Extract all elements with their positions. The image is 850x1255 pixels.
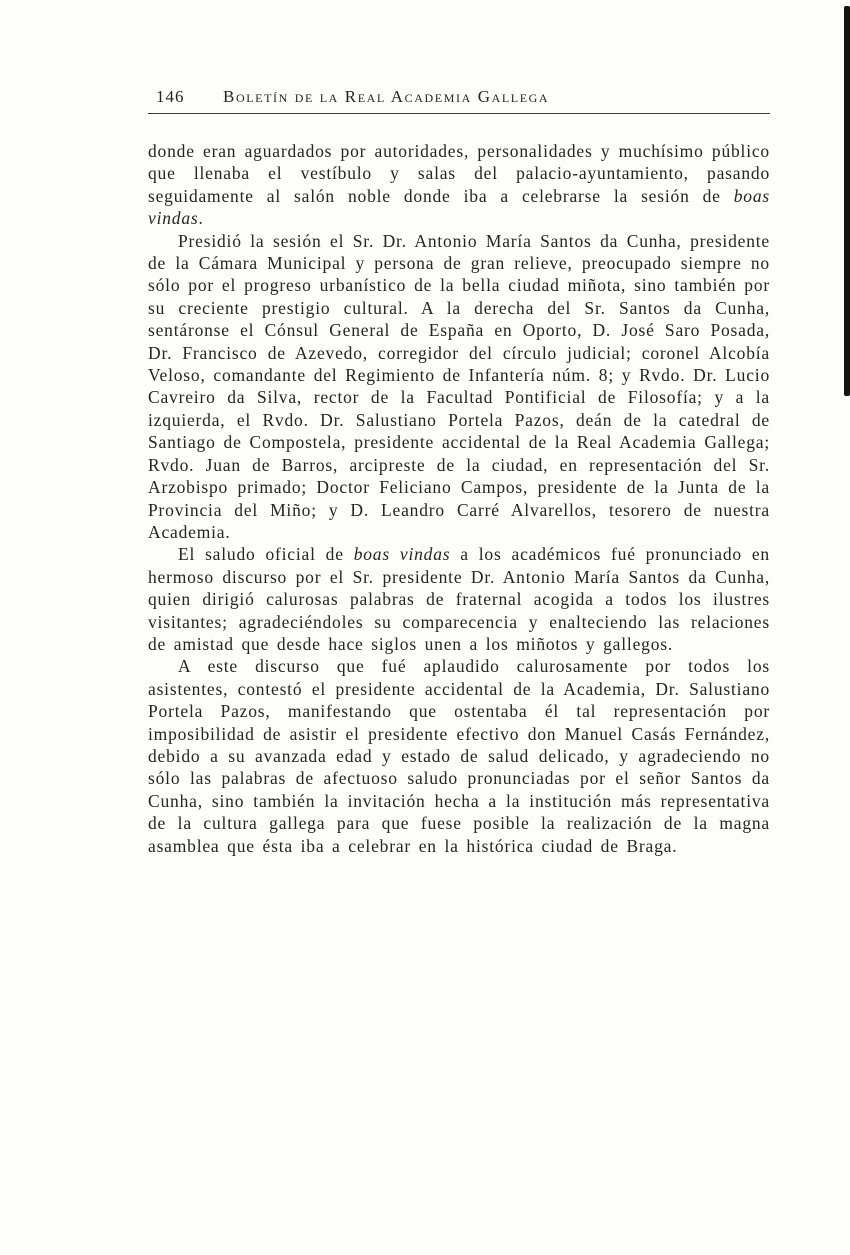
italic-phrase-boas-vindas: boas vindas — [148, 185, 770, 229]
page-header — [148, 86, 770, 108]
scan-artifact-bar — [844, 6, 850, 396]
text-segment: . — [198, 208, 204, 229]
text-segment: El saludo oficial de — [178, 544, 354, 565]
text-segment: Presidió la sesión el Sr. Dr. Antonio María Santos da Cunha, presidente de la Cámara Municipal y persona de gran relieve, preocupado siempre no sólo por el progreso urbanístico de la bella ciudad miñota, sino también por su creciente prestigio cultural. A la derecha del Sr. Santos da Cunha, sentáronse el Cónsul General de España en Oporto, D. José Saro Posada, Dr. Francisco de Azevedo, corregidor del círculo judicial; coronel Alcobía Veloso, comandante del Regimiento de Infantería núm. 8; y Rvdo. Dr. Lucio Cavreiro da Silva, rector de la Facultad Pontificial de Filosofía; y a la izquierda, el Rvdo. Dr. Salustiano Portela Pazos, deán de la catedral de Santiago de Compostela, presidente accidental de la Real Academia Gallega; Rvdo. Juan de Barros, arcipreste de la ciudad, en representación del Sr. Arzobispo primado; Doctor Feliciano Campos, presidente de la Junta de la Provincia del Miño; y D. Leandro Carré Alvarellos, tesorero de nuestra Academia. — [148, 230, 770, 542]
journal-title: Boletín de la Real Academia Gallega — [223, 87, 550, 106]
paragraph-2 — [148, 230, 770, 544]
paragraph-1 — [148, 140, 770, 230]
text-segment: a los académicos fué pronunciado en hermoso discurso por el Sr. presidente Dr. Antonio María Santos da Cunha, quien dirigió calurosas palabras de fraternal acogida a todos los ilustres visitantes; agradeciéndoles su comparecencia y enalteciendo las relaciones de amistad que desde hace siglos unen a los miñotos y gallegos. — [148, 544, 770, 654]
paragraph-3 — [148, 543, 770, 655]
page-number: 146 — [156, 87, 185, 106]
text-segment: A este discurso que fué aplaudido calurosamente por todos los asistentes, contestó el presidente accidental de la Academia, Dr. Salustiano Portela Pazos, manifestando que ostentaba él tal representación por imposibilidad de asistir el presidente efectivo don Manuel Casás Fernández, debido a su avanzada edad y estado de salud delicado, y agradeciendo no sólo las palabras de afectuoso saludo pronunciadas por el señor Santos da Cunha, sino también la invitación hecha a la institución más representativa de la cultura gallega para que fuese posible la realización de la magna asamblea que ésta iba a celebrar en la histórica ciudad de Braga. — [148, 656, 770, 856]
text-segment: donde eran aguardados por autoridades, personalidades y muchísimo público que llenaba el vestíbulo y salas del palacio-ayuntamiento, pasando seguidamente al salón noble donde iba a celebrarse la sesión de — [148, 141, 770, 206]
italic-phrase-boas-vindas: boas vindas — [353, 544, 451, 565]
header-rule — [148, 113, 770, 114]
paragraph-4 — [148, 655, 770, 857]
page-body-text — [148, 140, 770, 857]
scanned-page — [148, 86, 770, 857]
